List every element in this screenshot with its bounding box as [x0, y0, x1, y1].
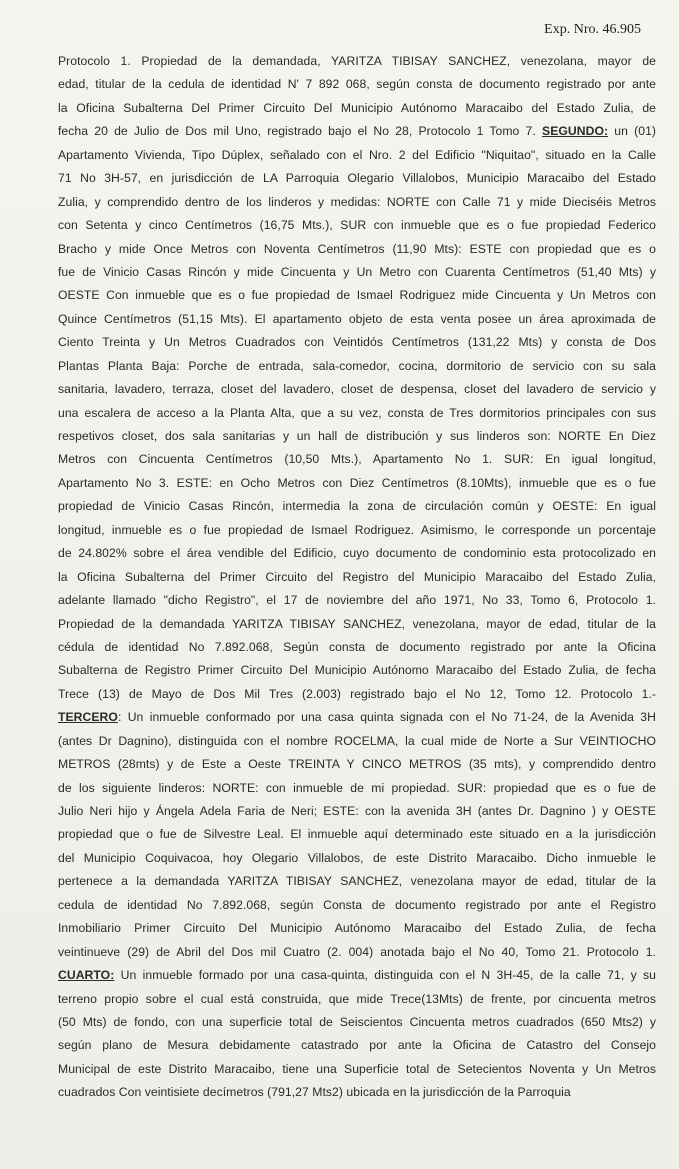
- document-line: [58, 495, 656, 518]
- line-text: terreno propio sobre el cual está construida, que mide Trece(13Mts) de frente, por cincuenta metros: [58, 991, 656, 1006]
- document-line: [58, 1034, 656, 1057]
- document-line: [58, 613, 656, 636]
- document-line: [58, 50, 656, 73]
- document-line: [58, 519, 656, 542]
- line-text: Un inmueble formado por una casa-quinta, distinguida con el N 3H-45, de la calle 71, y su: [114, 968, 656, 983]
- line-text: propiedad que o fue de Silvestre Leal. El inmueble aquí determinado este situado en a la jurisdicción: [58, 827, 656, 842]
- line-text: la Oficina Subalterna Del Primer Circuito Del Municipio Autónomo Maracaibo del Estado Zulia, de: [58, 100, 656, 115]
- line-text: Julio Neri hijo y Ángela Adela Faria de Neri; ESTE: con la avenida 3H (antes Dr. Dagnino ) y OESTE: [58, 804, 656, 818]
- document-line: [58, 706, 656, 729]
- document-line: [58, 589, 656, 612]
- document-line: [58, 917, 656, 940]
- document-line: [58, 988, 656, 1011]
- line-text: 71 No 3H-57, en jurisdicción de LA Parroquia Olegario Villalobos, Municipio Maracaibo del Estado: [58, 171, 656, 186]
- document-line: [58, 823, 656, 846]
- line-text: sanitaria, lavadero, terraza, closet del lavadero, closet de despensa, closet del lavadero de servicio y: [58, 382, 656, 397]
- line-text: cédula de identidad No 7.892.068, Según consta de documento registrado por ante la Oficina: [58, 639, 656, 654]
- document-line: [58, 870, 656, 893]
- document-line: [58, 167, 656, 190]
- line-text: (antes Dr Dagnino), distinguida con el nombre ROCELMA, la cual mide de Norte a Sur VEINTIOCHO: [58, 733, 656, 748]
- document-line: [58, 308, 656, 331]
- line-text: una escalera de acceso a la Planta Alta, que a su vez, consta de Tres dormitorios principales con sus: [58, 405, 656, 420]
- document-line: [58, 542, 656, 565]
- line-text: Ciento Treinta y Un Metros Cuadrados con Veintidós Centímetros (131,22 Mts) y consta de Dos: [58, 335, 656, 350]
- line-text: Plantas Planta Baja: Porche de entrada, sala-comedor, cocina, dormitorio de servicio con su sala: [58, 358, 656, 373]
- line-text: cuadrados Con veintisiete decímetros (791,27 Mts2) ubicada en la jurisdicción de la Parroquia: [58, 1085, 571, 1100]
- line-text: pertenece a la demandada YARITZA TIBISAY SANCHEZ, venezolana mayor de edad, titular de la: [58, 874, 656, 889]
- document-line: [58, 894, 656, 917]
- document-line: [58, 566, 656, 589]
- line-text: Trece (13) de Mayo de Dos Mil Tres (2.003) registrado bajo el No 12, Tomo 12. Protocolo 1.-: [58, 686, 656, 701]
- document-line: [58, 1081, 656, 1104]
- document-line: [58, 941, 656, 964]
- document-line: [58, 214, 656, 237]
- line-text: de 24.802% sobre el área vendible del Edificio, cuyo documento de condominio esta protocolizado en: [58, 546, 656, 561]
- document-line: [58, 777, 656, 800]
- line-text: la Oficina Subalterna del Primer Circuito del Registro del Municipio Maracaibo del Estado Zulia,: [58, 569, 656, 584]
- document-line: [58, 284, 656, 307]
- document-line: [58, 1058, 656, 1081]
- line-text: Inmobiliario Primer Circuito Del Municipio Autónomo Maracaibo del Estado Zulia, de fecha: [58, 921, 656, 936]
- line-text: respetivos closet, dos sala sanitarias y un hall de distribución y sus linderos son: NORTE En Diez: [58, 429, 656, 443]
- line-text: OESTE Con inmueble que es o fue propiedad de Ismael Rodriguez mide Cincuenta y Un Metros con: [58, 288, 656, 303]
- line-text: con Setenta y cinco Centímetros (16,75 Mts.), SUR con inmueble que es o fue propiedad Federico: [58, 218, 656, 233]
- document-line: [58, 97, 656, 120]
- document-line: [58, 120, 656, 143]
- section-heading: CUARTO:: [58, 968, 115, 983]
- line-text: Subalterna de Registro Primer Circuito Del Municipio Autónomo Maracaibo del Estado Zulia, de fecha: [58, 663, 656, 678]
- section-heading: SEGUNDO:: [542, 124, 609, 139]
- line-text: según plano de Mesura debidamente catastrado por ante la Oficina de Catastro del Consejo: [58, 1038, 656, 1053]
- document-line: [58, 378, 656, 401]
- document-line: [58, 800, 656, 823]
- line-text: fecha 20 de Julio de Dos mil Uno, registrado bajo el No 28, Protocolo 1 Tomo 7.: [58, 124, 543, 139]
- line-text: adelante llamado "dicho Registro", el 17 de noviembre del año 1971, No 33, Tomo 6, Protocolo 1.: [58, 593, 656, 608]
- document-body: [58, 50, 656, 1105]
- line-text: cedula de identidad No 7.892.068, según Consta de documento registrado por ante el Registro: [58, 897, 656, 912]
- line-text: edad, titular de la cedula de identidad N' 7 892 068, según consta de documento registrado por ante: [58, 77, 656, 92]
- line-text: Propiedad de la demandada YARITZA TIBISAY SANCHEZ, venezolana, mayor de edad, titular de la: [58, 616, 656, 631]
- line-text: fue de Vinicio Casas Rincón y mide Cincuenta y Un Metro con Cuarenta Centímetros (51,40 Mts) y: [58, 264, 656, 279]
- document-line: [58, 636, 656, 659]
- document-line: [58, 730, 656, 753]
- line-text: Municipal de este Distrito Maracaibo, tiene una Superficie total de Setecientos Noventa y Un Metros: [58, 1061, 656, 1076]
- line-text: de los siguiente linderos: NORTE: con inmueble de mi propiedad. SUR: propiedad que es o fue de: [58, 780, 656, 795]
- document-line: [58, 683, 656, 706]
- document-line: [58, 191, 656, 214]
- line-text: Protocolo 1. Propiedad de la demandada, YARITZA TIBISAY SANCHEZ, venezolana, mayor de: [58, 54, 656, 68]
- document-line: [58, 753, 656, 776]
- document-line: [58, 402, 656, 425]
- document-line: [58, 261, 656, 284]
- document-line: [58, 1011, 656, 1034]
- document-line: [58, 73, 656, 96]
- document-line: [58, 355, 656, 378]
- line-text: Bracho y mide Once Metros con Noventa Centímetros (11,90 Mts): ESTE con propiedad que es o: [58, 241, 656, 256]
- line-text: Quince Centímetros (51,15 Mts). El apartamento objeto de esta venta posee un área aproximada de: [58, 311, 656, 326]
- line-text: Apartamento No 3. ESTE: en Ocho Metros con Diez Centímetros (8.10Mts), inmueble que es o fue: [58, 475, 656, 490]
- line-text: longitud, inmueble es o fue propiedad de Ismael Rodriguez. Asimismo, le corresponde un porcentaje: [58, 522, 656, 537]
- line-text: METROS (28mts) y de Este a Oeste TREINTA Y CINCO METROS (35 mts), y comprendido dentro: [58, 757, 656, 772]
- document-line: [58, 448, 656, 471]
- document-line: [58, 659, 656, 682]
- document-line: [58, 144, 656, 167]
- document-line: [58, 425, 656, 448]
- line-text: propiedad de Vinicio Casas Rincón, intermedia la zona de circulación común y OESTE: En igual: [58, 499, 656, 514]
- line-text: Apartamento Vivienda, Tipo Dúplex, señalado con el Nro. 2 del Edificio "Niquitao", situado en la Calle: [58, 147, 656, 162]
- document-line: [58, 331, 656, 354]
- line-text: Metros con Cincuenta Centímetros (10,50 Mts.), Apartamento No 1. SUR: En igual longitud,: [58, 452, 656, 467]
- line-text: (50 Mts) de fondo, con una superficie total de Seiscientos Cincuenta metros cuadrados (650 Mts2) y: [58, 1014, 656, 1029]
- line-text: : Un inmueble conformado por una casa quinta signada con el No 71-24, de la Avenida 3H: [117, 710, 656, 725]
- line-text: veintinueve (29) de Abril del Dos mil Cuatro (2. 004) anotada bajo el No 40, Tomo 21. Protocolo 1.: [58, 944, 656, 959]
- line-text: Zulia, y comprendido dentro de los linderos y medidas: NORTE con Calle 71 y mide Dieciséis Metros: [58, 194, 656, 209]
- line-text: del Municipio Coquivacoa, hoy Olegario Villalobos, de este Distrito Maracaibo. Dicho inmueble le: [58, 850, 656, 865]
- expediente-number: Exp. Nro. 46.905: [544, 22, 641, 37]
- document-line: [58, 238, 656, 261]
- document-line: [58, 964, 656, 987]
- document-line: [58, 472, 656, 495]
- document-line: [58, 847, 656, 870]
- section-heading: TERCERO: [58, 710, 118, 725]
- line-text: un (01): [608, 124, 656, 139]
